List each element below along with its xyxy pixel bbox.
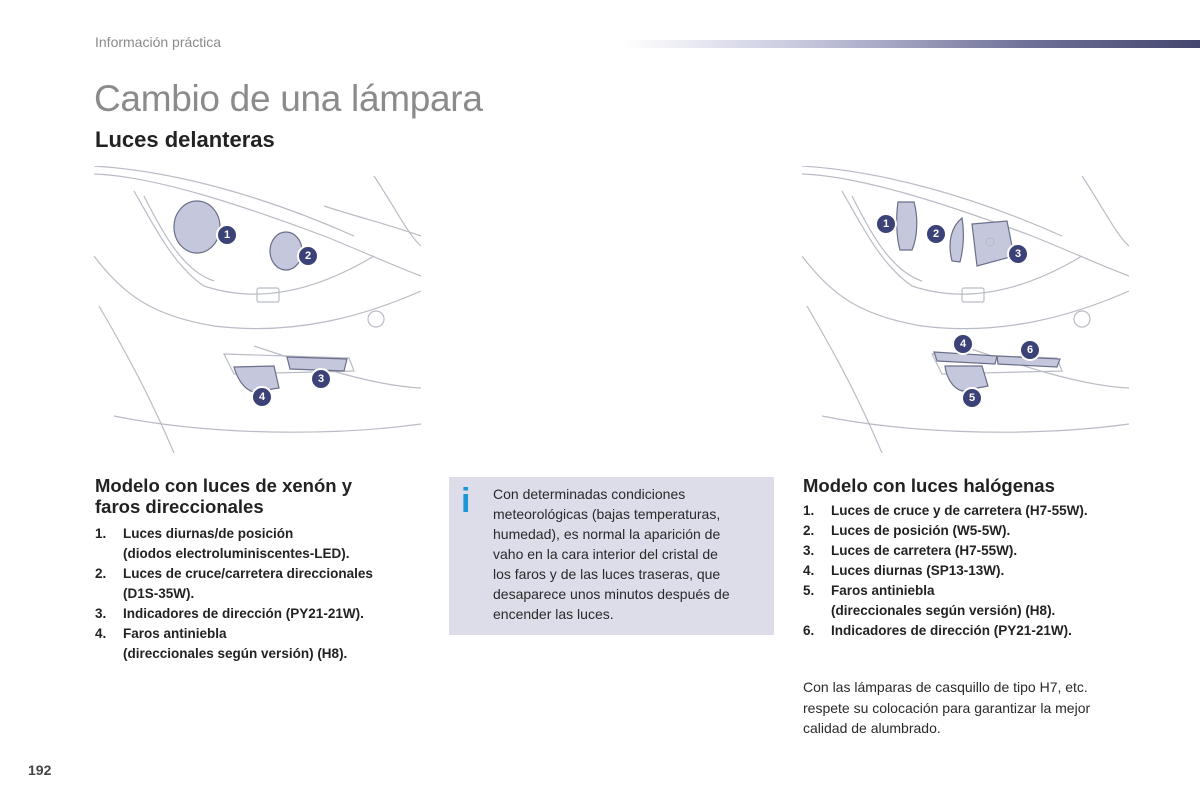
callout-1 <box>217 225 237 245</box>
callout-2 <box>298 246 318 266</box>
callout-6 <box>1020 340 1040 360</box>
svg-text:5: 5 <box>968 392 976 404</box>
section-label: Información práctica <box>95 34 222 50</box>
svg-text:4: 4 <box>959 338 967 350</box>
callout-4 <box>953 334 973 354</box>
page-title: Cambio de una lámpara <box>94 78 483 119</box>
info-text: Con determinadas condiciones meteorológicas (bajas temperaturas, humedad), es normal la aparición de vaho en la cara interior del cristal de los faros y de las luces traseras, que desaparece unos minutos después de encender las luces. <box>493 486 730 622</box>
halogen-section <box>803 475 1163 641</box>
callout-1 <box>876 214 896 234</box>
svg-text:1: 1 <box>223 229 231 241</box>
list-item: 4. Faros antiniebla (direccionales según versión) (H8). <box>95 626 348 661</box>
callout-3 <box>311 369 331 389</box>
list-item: 2. Luces de posición (W5-5W). <box>803 523 1011 538</box>
svg-text:3: 3 <box>1014 248 1022 260</box>
callout-2 <box>926 224 946 244</box>
list-item: 6. Indicadores de dirección (PY21-21W). <box>803 623 1072 638</box>
svg-text:4: 4 <box>258 391 266 403</box>
list-item: 1. Luces de cruce y de carretera (H7-55W). <box>803 503 1088 518</box>
list-item: 4. Luces diurnas (SP13-13W). <box>803 563 1005 578</box>
xenon-bulb-list <box>95 524 435 664</box>
list-item: 5. Faros antiniebla (direccionales según versión) (H8). <box>803 583 1056 618</box>
svg-text:2: 2 <box>932 228 940 240</box>
callout-5 <box>962 388 982 408</box>
xenon-heading: Modelo con luces de xenón y faros direccionales <box>95 475 352 517</box>
svg-text:3: 3 <box>317 373 325 385</box>
info-box <box>449 477 774 635</box>
halogen-heading: Modelo con luces halógenas <box>803 475 1055 496</box>
svg-text:6: 6 <box>1026 344 1034 356</box>
list-item: 1. Luces diurnas/de posición (diodos electroluminiscentes-LED). <box>95 526 350 561</box>
callout-3 <box>1008 244 1028 264</box>
halogen-headlight-illustration <box>802 166 1129 453</box>
section-subtitle: Luces delanteras <box>95 127 275 152</box>
info-icon: i <box>461 482 471 520</box>
header-gradient-bar <box>622 40 1200 48</box>
callout-4 <box>252 387 272 407</box>
list-item: 3. Indicadores de dirección (PY21-21W). <box>95 606 364 621</box>
h7-note: Con las lámparas de casquillo de tipo H7, etc. respete su colocación para garantizar la mejor calidad de alumbrado. <box>803 679 1091 736</box>
svg-text:1: 1 <box>882 218 890 230</box>
list-item: 2. Luces de cruce/carretera direccionales (D1S-35W). <box>95 566 373 601</box>
xenon-headlight-illustration <box>94 166 421 453</box>
page-number: 192 <box>28 762 52 778</box>
list-item: 3. Luces de carretera (H7-55W). <box>803 543 1018 558</box>
halogen-bulb-list <box>803 501 1163 641</box>
xenon-section <box>95 475 435 664</box>
svg-text:2: 2 <box>304 250 312 262</box>
